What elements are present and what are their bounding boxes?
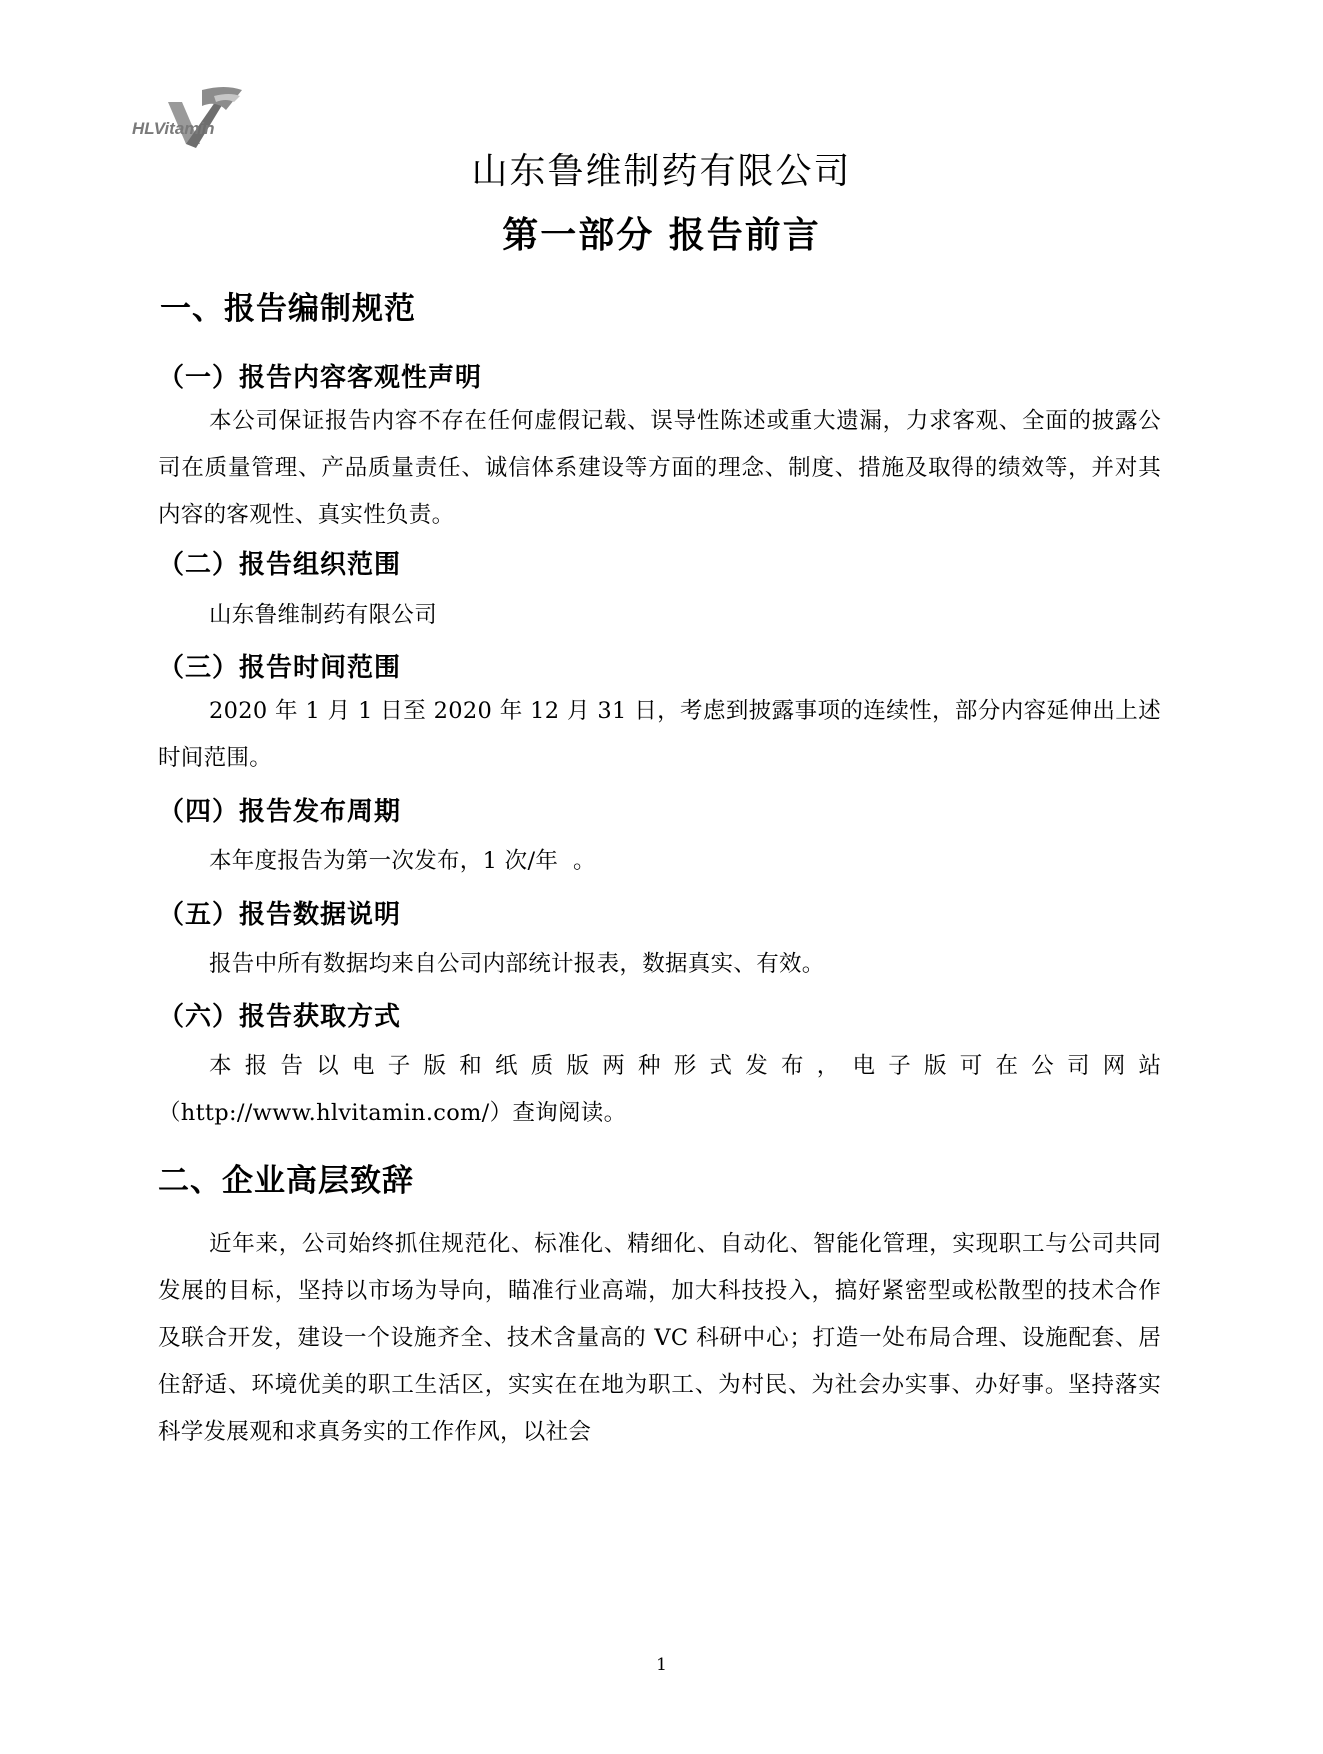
company-title: 山东鲁维制药有限公司 — [471, 151, 852, 192]
sub3-body: 2020 年 1 月 1 日至 2020 年 12 月 31 日，考虑到披露事项的连续性，部分内容延伸出上述时间范围。 — [158, 698, 1161, 771]
sub4-heading: （四）报告发布周期 — [158, 797, 402, 827]
sub4-body: 本年度报告为第一次发布，1 次/年 。 — [209, 848, 596, 874]
sub2-heading: （二）报告组织范围 — [158, 550, 402, 580]
sub5-heading: （五）报告数据说明 — [158, 900, 402, 930]
sub2-body: 山东鲁维制药有限公司 — [209, 602, 438, 628]
page-number: 1 — [656, 1655, 667, 1675]
section2-heading: 二、企业高层致辞 — [158, 1163, 414, 1199]
sub6-heading: （六）报告获取方式 — [158, 1002, 402, 1032]
part-title: 第一部分 报告前言 — [502, 215, 821, 256]
sub1-heading: （一）报告内容客观性声明 — [158, 363, 483, 393]
section2-body: 近年来，公司始终抓住规范化、标准化、精细化、自动化、智能化管理，实现职工与公司共同发展的目标，坚持以市场为导向，瞄准行业高端，加大科技投入，搞好紧密型或松散型的技术合作及联合开发，建设一个设施齐全、技术含量高的 VC 科研中心；打造一处布局合理、设施配套、居住舒适、环境优美的职工生活区，实实在在地为职工、为村民、为社会办实事、办好事。坚持落实科学发展观和求真务实的工作作风，以社会 — [158, 1231, 1161, 1445]
sub6-body-line1: 本报告以电子版和纸质版两种形式发布，电子版可在公司网站 — [209, 1053, 1161, 1079]
sub3-heading: （三）报告时间范围 — [158, 653, 402, 683]
sub5-body: 报告中所有数据均来自公司内部统计报表，数据真实、有效。 — [209, 951, 825, 977]
sub6-body-line2: （http://www.hlvitamin.com/）查询阅读。 — [158, 1100, 627, 1126]
section1-heading: 一、报告编制规范 — [160, 291, 416, 327]
logo-text: HLVitamin — [132, 119, 215, 138]
sub1-body: 本公司保证报告内容不存在任何虚假记载、误导性陈述或重大遗漏，力求客观、全面的披露公司在质量管理、产品质量责任、诚信体系建设等方面的理念、制度、措施及取得的绩效等，并对其内容的客观性、真实性负责。 — [158, 408, 1161, 528]
